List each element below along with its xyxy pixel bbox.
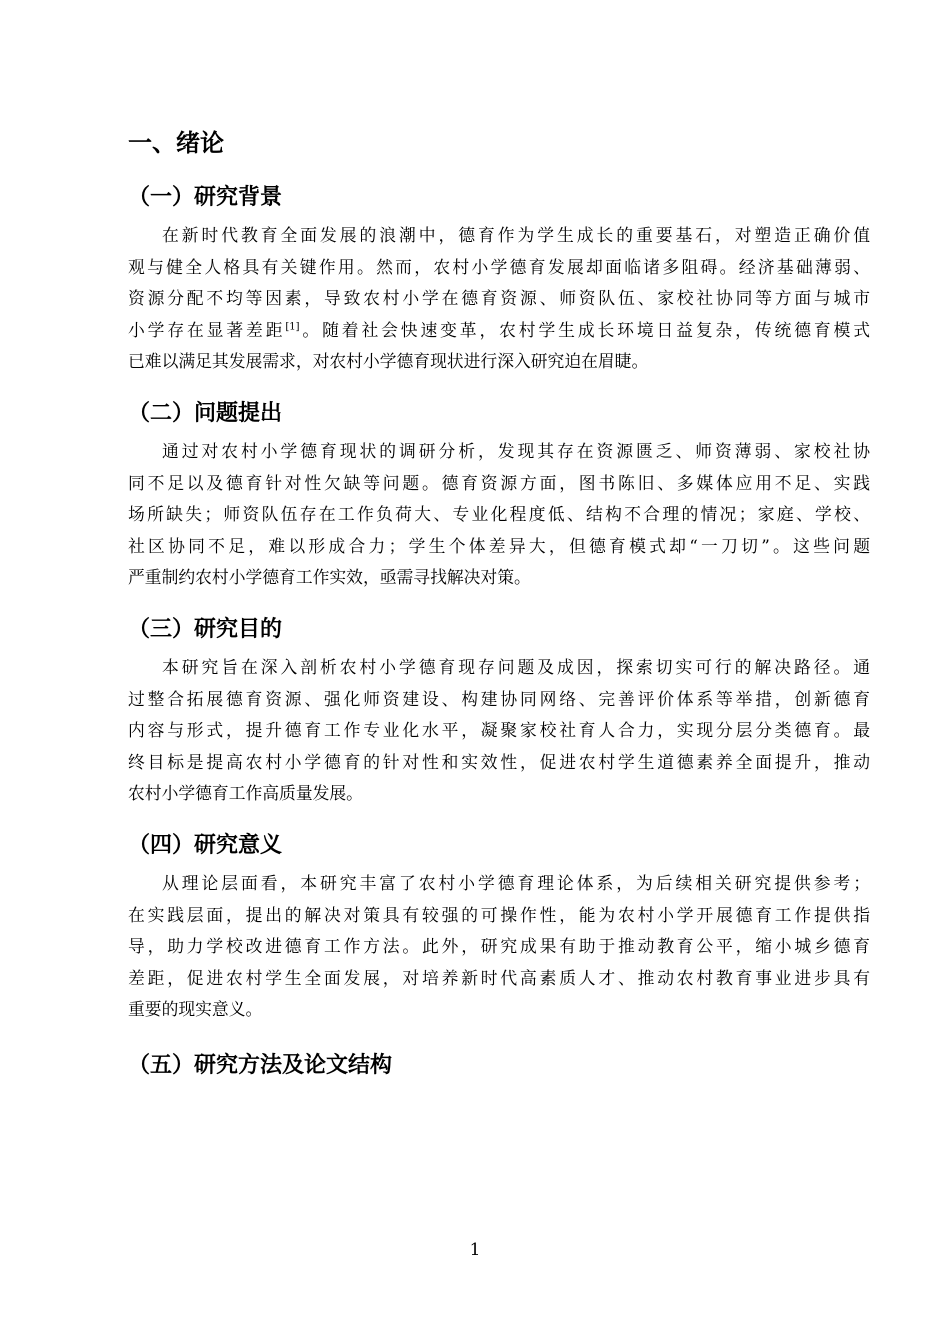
paragraph-line: 终目标是提高农村小学德育的针对性和实效性，促进农村学生道德素养全面提升，推动 [128,751,870,772]
section-heading-purpose: （三）研究目的 [128,617,283,642]
section-heading-problem: （二）问题提出 [128,401,283,426]
paragraph-line: 内容与形式，提升德育工作专业化水平，凝聚家校社育人合力，实现分层分类德育。最 [128,720,870,740]
paragraph-significance [128,868,870,1026]
paragraph-background [128,220,870,378]
paragraph-line: 社区协同不足，难以形成合力；学生个体差异大，但德育模式却“一刀切”。这些问题 [128,535,870,556]
chapter-title: 一、绪论 [128,129,224,157]
paragraph-line: 过整合拓展德育资源、强化师资建设、构建协同网络、完善评价体系等举措，创新德育 [128,688,870,709]
citation-marker: [1] [285,320,300,332]
paragraph-line: 差距，促进农村学生全面发展，对培养新时代高素质人才、推动农村教育事业进步具有 [128,967,870,988]
paragraph-purpose [128,652,870,810]
paragraph-line: 重要的现实意义。 [128,999,263,1019]
line-text: 。随着社会快速变革，农村学生成长环境日益复杂，传统德育模式 [299,319,870,340]
paragraph-line: 本研究旨在深入剖析农村小学德育现存问题及成因，探索切实可行的解决路径。通 [162,657,870,677]
paragraph-line: 在新时代教育全面发展的浪潮中，德育作为学生成长的重要基石，对塑造正确价值 [162,225,870,245]
paragraph-line: 资源分配不均等因素，导致农村小学在德育资源、师资队伍、家校社协同等方面与城市 [128,288,870,308]
paragraph-line: 同不足以及德育针对性欠缺等问题。德育资源方面，图书陈旧、多媒体应用不足、实践 [128,472,870,493]
paragraph-line: 导，助力学校改进德育工作方法。此外，研究成果有助于推动教育公平，缩小城乡德育 [128,936,870,956]
paragraph-problem [128,436,870,594]
paragraph-line: 在实践层面，提出的解决对策具有较强的可操作性，能为农村小学开展德育工作提供指 [128,904,870,925]
section-heading-methods: （五）研究方法及论文结构 [128,1053,393,1078]
paragraph-line: 观与健全人格具有关键作用。然而，农村小学德育发展却面临诸多阻碍。经济基础薄弱、 [128,256,870,277]
page-number: 1 [469,1240,481,1260]
paragraph-line: 通过对农村小学德育现状的调研分析，发现其存在资源匮乏、师资薄弱、家校社协 [162,441,870,461]
paragraph-line: 农村小学德育工作高质量发展。 [128,783,363,803]
section-heading-significance: （四）研究意义 [128,833,283,858]
section-heading-background: （一）研究背景 [128,185,283,210]
paragraph-line: 严重制约农村小学德育工作实效，亟需寻找解决对策。 [128,567,531,587]
paragraph-line: 已难以满足其发展需求，对农村小学德育现状进行深入研究迫在眉睫。 [128,351,649,371]
paragraph-line: 从理论层面看，本研究丰富了农村小学德育理论体系，为后续相关研究提供参考； [162,873,870,893]
paragraph-line: 场所缺失；师资队伍存在工作负荷大、专业化程度低、结构不合理的情况；家庭、学校、 [128,504,870,524]
paragraph-line-with-citation [128,315,870,347]
line-text: 小学存在显著差距 [128,319,286,340]
